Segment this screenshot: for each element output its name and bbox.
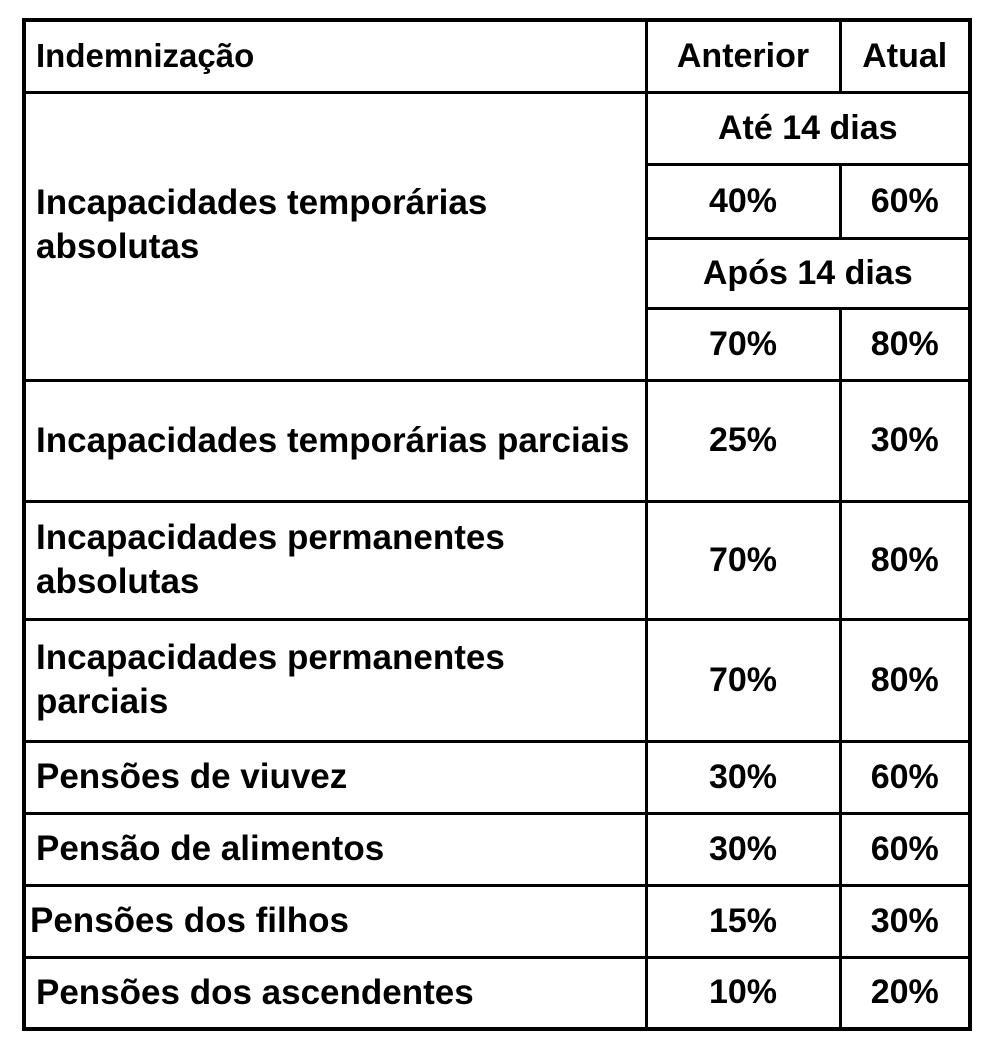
table-row (24, 957, 970, 1029)
value-anterior: 40% (646, 164, 840, 238)
table-row (24, 380, 970, 501)
value-anterior: 25% (646, 380, 840, 501)
row-label: Pensões de viuvez (24, 741, 646, 813)
value-atual: 20% (840, 957, 970, 1029)
value-anterior: 30% (646, 813, 840, 885)
table-row (24, 813, 970, 885)
subheader-apos-14-dias: Após 14 dias (646, 238, 970, 308)
row-label-temp-absolutas: Incapacidades temporárias absolutas (24, 92, 646, 380)
header-anterior: Anterior (646, 20, 840, 92)
value-atual: 30% (840, 885, 970, 957)
row-label: Pensão de alimentos (24, 813, 646, 885)
header-indemnization: Indemnização (24, 20, 646, 92)
table-row (24, 92, 970, 164)
value-atual: 80% (840, 619, 970, 741)
row-label: Incapacidades permanentes absolutas (24, 501, 646, 619)
value-atual: 80% (840, 501, 970, 619)
table-row (24, 501, 970, 619)
header-row (24, 20, 970, 92)
value-anterior: 10% (646, 957, 840, 1029)
table-row (24, 741, 970, 813)
value-anterior: 70% (646, 308, 840, 380)
table-row (24, 885, 970, 957)
value-atual: 30% (840, 380, 970, 501)
value-anterior: 30% (646, 741, 840, 813)
value-atual: 60% (840, 813, 970, 885)
value-atual: 60% (840, 164, 970, 238)
value-anterior: 70% (646, 501, 840, 619)
header-atual: Atual (840, 20, 970, 92)
indemnization-table (22, 18, 972, 1031)
row-label: Incapacidades temporárias parciais (24, 380, 646, 501)
value-anterior: 70% (646, 619, 840, 741)
table-row (24, 619, 970, 741)
value-atual: 60% (840, 741, 970, 813)
row-label: Pensões dos ascendentes (24, 957, 646, 1029)
row-label: Pensões dos filhos (24, 885, 646, 957)
value-atual: 80% (840, 308, 970, 380)
subheader-ate-14-dias: Até 14 dias (646, 92, 970, 164)
value-anterior: 15% (646, 885, 840, 957)
row-label: Incapacidades permanentes parciais (24, 619, 646, 741)
